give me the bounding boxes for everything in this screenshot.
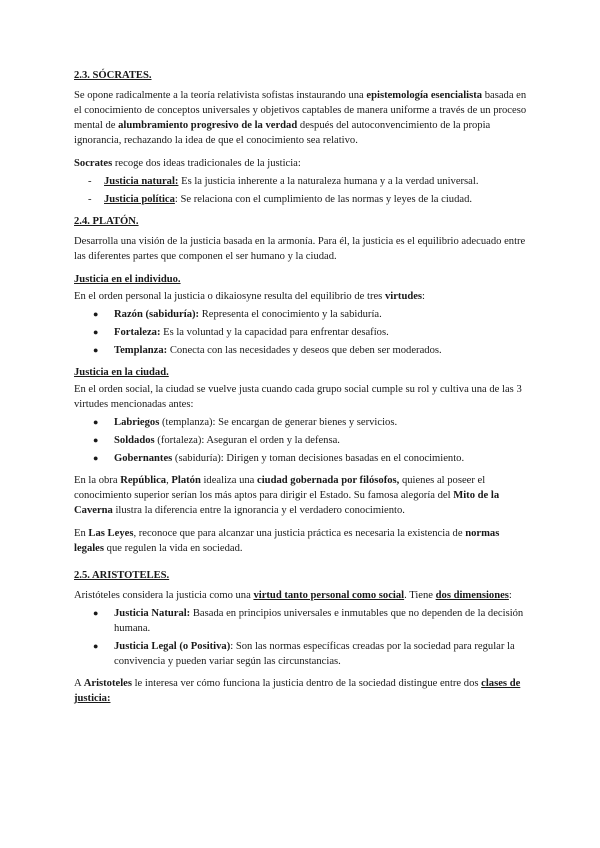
list-item [74,192,528,207]
list-item [74,415,528,430]
individuo-text [74,289,528,304]
bullet-marker: ● [93,417,99,427]
section-title-aristoteles: 2.5. ARISTOTELES. [74,570,170,581]
bold-term: Platón [171,475,201,486]
text-run: , [166,475,172,486]
list-term: Templanza: [114,345,168,356]
list-text: : Son las normas específicas creadas por la sociedad para regular la convivencia y pueden variar según las circunstancias. [114,641,515,667]
socrates-ideas-intro [74,156,528,171]
text-run: idealiza una [200,475,258,486]
section-title-platon: 2.4. PLATÓN. [74,216,139,227]
subheading-ciudad: Justicia en la ciudad. [74,367,169,378]
bold-term: clases de justicia: [74,678,521,704]
text-run: después del autoconvencimiento de la propia ignorancia, rechazando la idea de que el conocimiento sea relativo. [74,120,491,146]
bullet-marker: ● [93,327,99,337]
text-run: ilustra la diferencia entre la ignorancia y el verdadero conocimiento. [112,505,405,516]
list-item [74,433,528,448]
text-run: recoge dos ideas tradicionales de la justicia: [112,158,301,169]
list-item [74,325,528,340]
aristoteles-intro [74,588,528,603]
text-run: , reconoce que para alcanzar una justicia práctica es necesaria la existencia de [133,528,466,539]
bold-term: República [120,475,167,486]
list-term: Soldados [114,435,155,446]
leyes-paragraph [74,526,528,556]
bold-term: virtud tanto personal como social [253,590,405,601]
list-text: Conecta con las necesidades y deseos que deben ser moderados. [167,345,442,356]
dimensions-list [74,606,528,669]
social-groups-list [74,415,528,466]
text-run: En la obra [74,475,121,486]
list-term: Labriegos [114,417,160,428]
list-term: Justicia natural: [104,176,179,187]
bold-term: normas legales [74,528,500,554]
text-run: basada en el conocimiento de conceptos universales y objetivos captables de manera uniforme a través de un proceso mental de [74,90,527,131]
text-run: Aristóteles considera la justicia como una [74,590,254,601]
bold-term: virtudes [384,291,423,302]
list-term: Razón (sabiduría): [114,309,200,320]
bold-term: alumbramiento progresivo de la verdad [118,120,298,131]
text-run: Se opone radicalmente a la teoría relativista sofistas instaurando una [74,90,367,101]
text-run: A [74,678,84,689]
socrates-paragraph [74,88,528,148]
bullet-marker: ● [93,345,99,355]
section-title-socrates: 2.3. SÓCRATES. [74,70,152,81]
list-text: Basada en principios universales e inmutables que no dependen de la decisión humana. [114,608,524,634]
bullet-marker: ● [93,608,99,618]
text-run: le interesa ver cómo funciona la justicia dentro de la sociedad distingue entre dos [131,678,482,689]
list-text: Es la voluntad y la capacidad para enfrentar desafíos. [160,327,389,338]
list-item [74,174,528,189]
list-term: Justicia política [104,194,175,205]
virtues-list [74,307,528,358]
list-text: : Se relaciona con el cumplimiento de las normas y leyes de la ciudad. [174,194,473,205]
text-run: : [422,291,425,302]
list-item [74,343,528,358]
aristoteles-closing [74,676,528,706]
list-term: Fortaleza: [114,327,161,338]
text-run: En el orden personal la justicia o dikaiosyne resulta del equilibrio de tres [74,291,385,302]
bold-term: Socrates [74,158,113,169]
bold-term: Mito de la Caverna [74,490,500,516]
bold-term: dos dimensiones [435,590,509,601]
list-text: (templanza): Se encargan de generar bienes y servicios. [159,417,398,428]
bullet-marker: ● [93,435,99,445]
list-text: (fortaleza): Aseguran el orden y la defensa. [154,435,340,446]
subheading-individuo: Justicia en el individuo. [74,274,181,285]
list-term: Justicia Legal (o Positiva) [114,641,231,652]
text-run: quienes al poseer el conocimiento superior serían los más aptos para dirigir el Estado. Su famosa alegoría del [74,475,486,501]
bold-term: Aristoteles [83,678,132,689]
list-term: Justicia Natural: [114,608,191,619]
bold-term: ciudad gobernada por filósofos, [257,475,400,486]
ciudad-text: En el orden social, la ciudad se vuelve justa cuando cada grupo social cumple su rol y cultiva una de las 3 virtudes mencionadas antes: [74,384,522,410]
platon-intro: Desarrolla una visión de la justicia basada en la armonía. Para él, la justicia es el equilibrio adecuado entre las diferentes partes que componen el ser humano y la ciudad. [74,236,526,262]
bullet-marker: ● [93,641,99,651]
text-run: : [508,590,512,601]
bullet-marker: ● [93,453,99,463]
dash-marker: - [88,176,92,187]
bold-term: epistemología esencialista [366,90,483,101]
bold-term: Las Leyes [88,528,134,539]
text-run: que regulen la vida en sociedad. [104,543,243,554]
bullet-marker: ● [93,309,99,319]
list-item [74,639,528,669]
socrates-justice-list [74,174,528,207]
list-item [74,307,528,322]
list-item [74,451,528,466]
list-term: Gobernantes [114,453,173,464]
list-item [74,606,528,636]
text-run: En [74,528,89,539]
list-text: Es la justicia inherente a la naturaleza humana y a la verdad universal. [178,176,479,187]
text-run: . Tiene [404,590,436,601]
list-text: Representa el conocimiento y la sabiduría. [199,309,382,320]
republica-paragraph [74,473,528,518]
dash-marker: - [88,194,92,205]
list-text: (sabiduría): Dirigen y toman decisiones basadas en el conocimiento. [172,453,465,464]
